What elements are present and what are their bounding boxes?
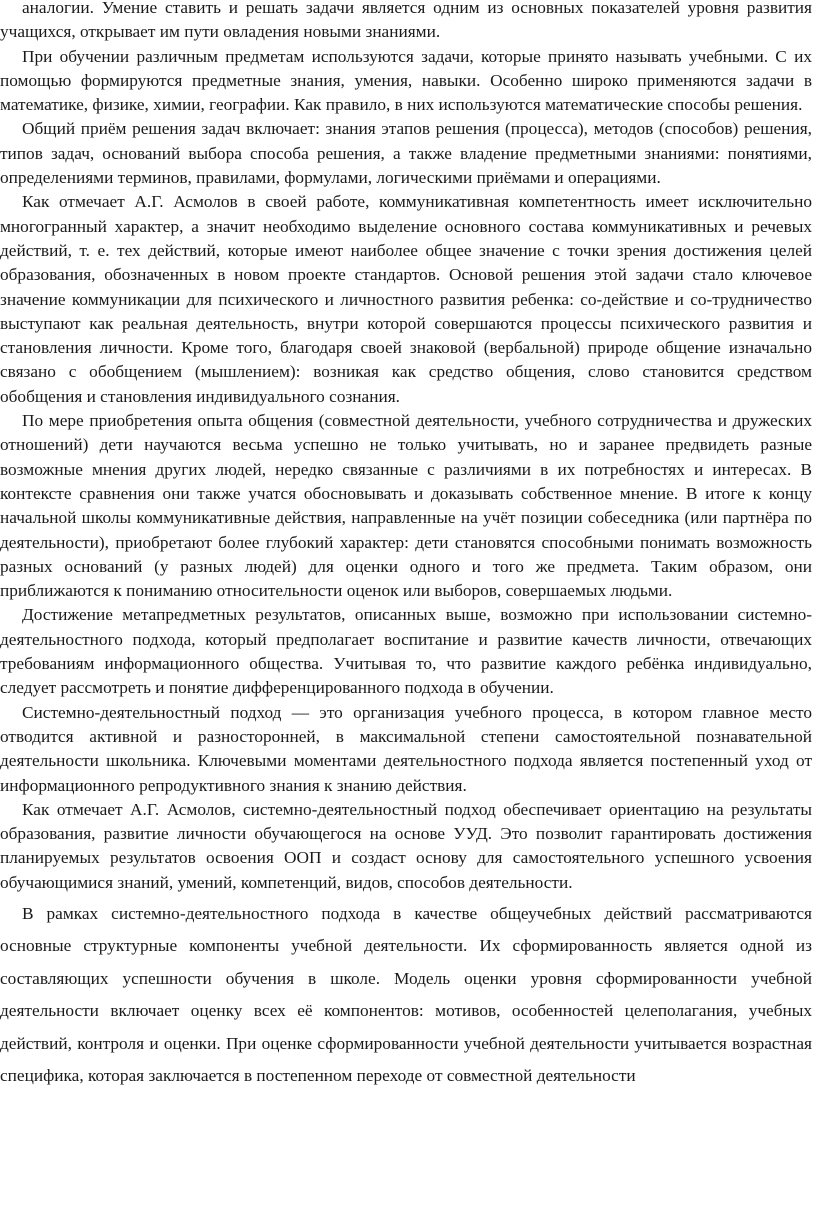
- paragraph-system-activity-approach: Системно-деятельностный подход — это организация учебного процесса, в котором главное место отводится активной и разносторонней, в максимальной степени самостоятельной познавательной деятельности школьника. Ключевыми моментами деятельностного подхода является постепенный уход от информационного репродуктивного знания к знанию действия.: [0, 702, 812, 795]
- paragraph-communicative-competence: Как отмечает А.Г. Асмолов в своей работе, коммуникативная компетентность имеет исключительно многогранный характер, а значит необходимо выделение основного состава коммуникативных и речевых действий, т. е. тех действий, которые имеют наиболее общее значение с точки зрения достижения целей образования, обозначенных в новом проекте стандартов. Основой решения этой задачи стало ключевое значение коммуникации для психического и личностного развития ребенка: со-действие и со-трудничество выступают как реальная деятельность, внутри которой совершаются процессы психического развития и становления личности. Кроме того, благодаря своей знаковой (вербальной) природе общение изначально связано с обобщением (мышлением): возникая как средство общения, слово становится средством обобщения и становления индивидуального сознания.: [0, 192, 812, 406]
- paragraph-communication-experience: По мере приобретения опыта общения (совместной деятельности, учебного сотрудничества и дружеских отношений) дети научаются весьма успешно не только учитывать, но и заранее предвидеть разные возможные мнения других людей, нередко связанные с различиями в их потребностях и интересах. В контексте сравнения они также учатся обосновывать и доказывать собственное мнение. В итоге к концу начальной школы коммуникативные действия, направленные на учёт позиции собеседника (или партнёра по деятельности), приобретают более глубокий характер: дети становятся способными понимать возможность разных оснований (у разных людей) для оценки одного и того же предмета. Таким образом, они приближаются к пониманию относительности оценок или выборов, совершаемых людьми.: [0, 411, 812, 601]
- paragraph-analogies: аналогии. Умение ставить и решать задачи является одним из основных показателей уровня развития учащихся, открывает им пути овладения новыми знаниями.: [0, 0, 812, 42]
- paragraph-learning-activity-assessment: В рамках системно-деятельностного подхода в качестве общеучебных действий рассматриваются основные структурные компоненты учебной деятельности. Их сформированность является одной из составляющих успешности обучения в школе. Модель оценки уровня сформированности учебной деятельности включает оценку всех её компонентов: мотивов, особенностей целеполагания, учебных действий, контроля и оценки. При оценке сформированности учебной деятельности учитывается возрастная специфика, которая заключается в постепенном переходе от совместной деятельности: [0, 903, 812, 1086]
- paragraph-educational-tasks: При обучении различным предметам используются задачи, которые принято называть учебными. С их помощью формируются предметные знания, умения, навыки. Особенно широко применяются задачи в математике, физике, химии, географии. Как правило, в них используются математические способы решения.: [0, 46, 812, 115]
- paragraph-metasubject-results: Достижение метапредметных результатов, описанных выше, возможно при использовании системно-деятельностного подхода, который предполагает воспитание и развитие качеств личности, отвечающих требованиям информационного общества. Учитывая то, что развитие каждого ребёнка индивидуально, следует рассмотреть и понятие дифференцированного подхода в обучении.: [0, 605, 812, 698]
- paragraph-general-method: Общий приём решения задач включает: знания этапов решения (процесса), методов (способов) решения, типов задач, оснований выбора способа решения, а также владение предметными знаниями: понятиями, определениями терминов, правилами, формулами, логическими приёмами и операциями.: [0, 119, 812, 188]
- paragraph-asmolov-approach: Как отмечает А.Г. Асмолов, системно-деятельностный подход обеспечивает ориентацию на результаты образования, развитие личности обучающегося на основе УУД. Это позволит гарантировать достижения планируемых результатов освоения ООП и создаст основу для самостоятельного успешного усвоения обучающимися знаний, умений, компетенций, видов, способов деятельности.: [0, 799, 812, 892]
